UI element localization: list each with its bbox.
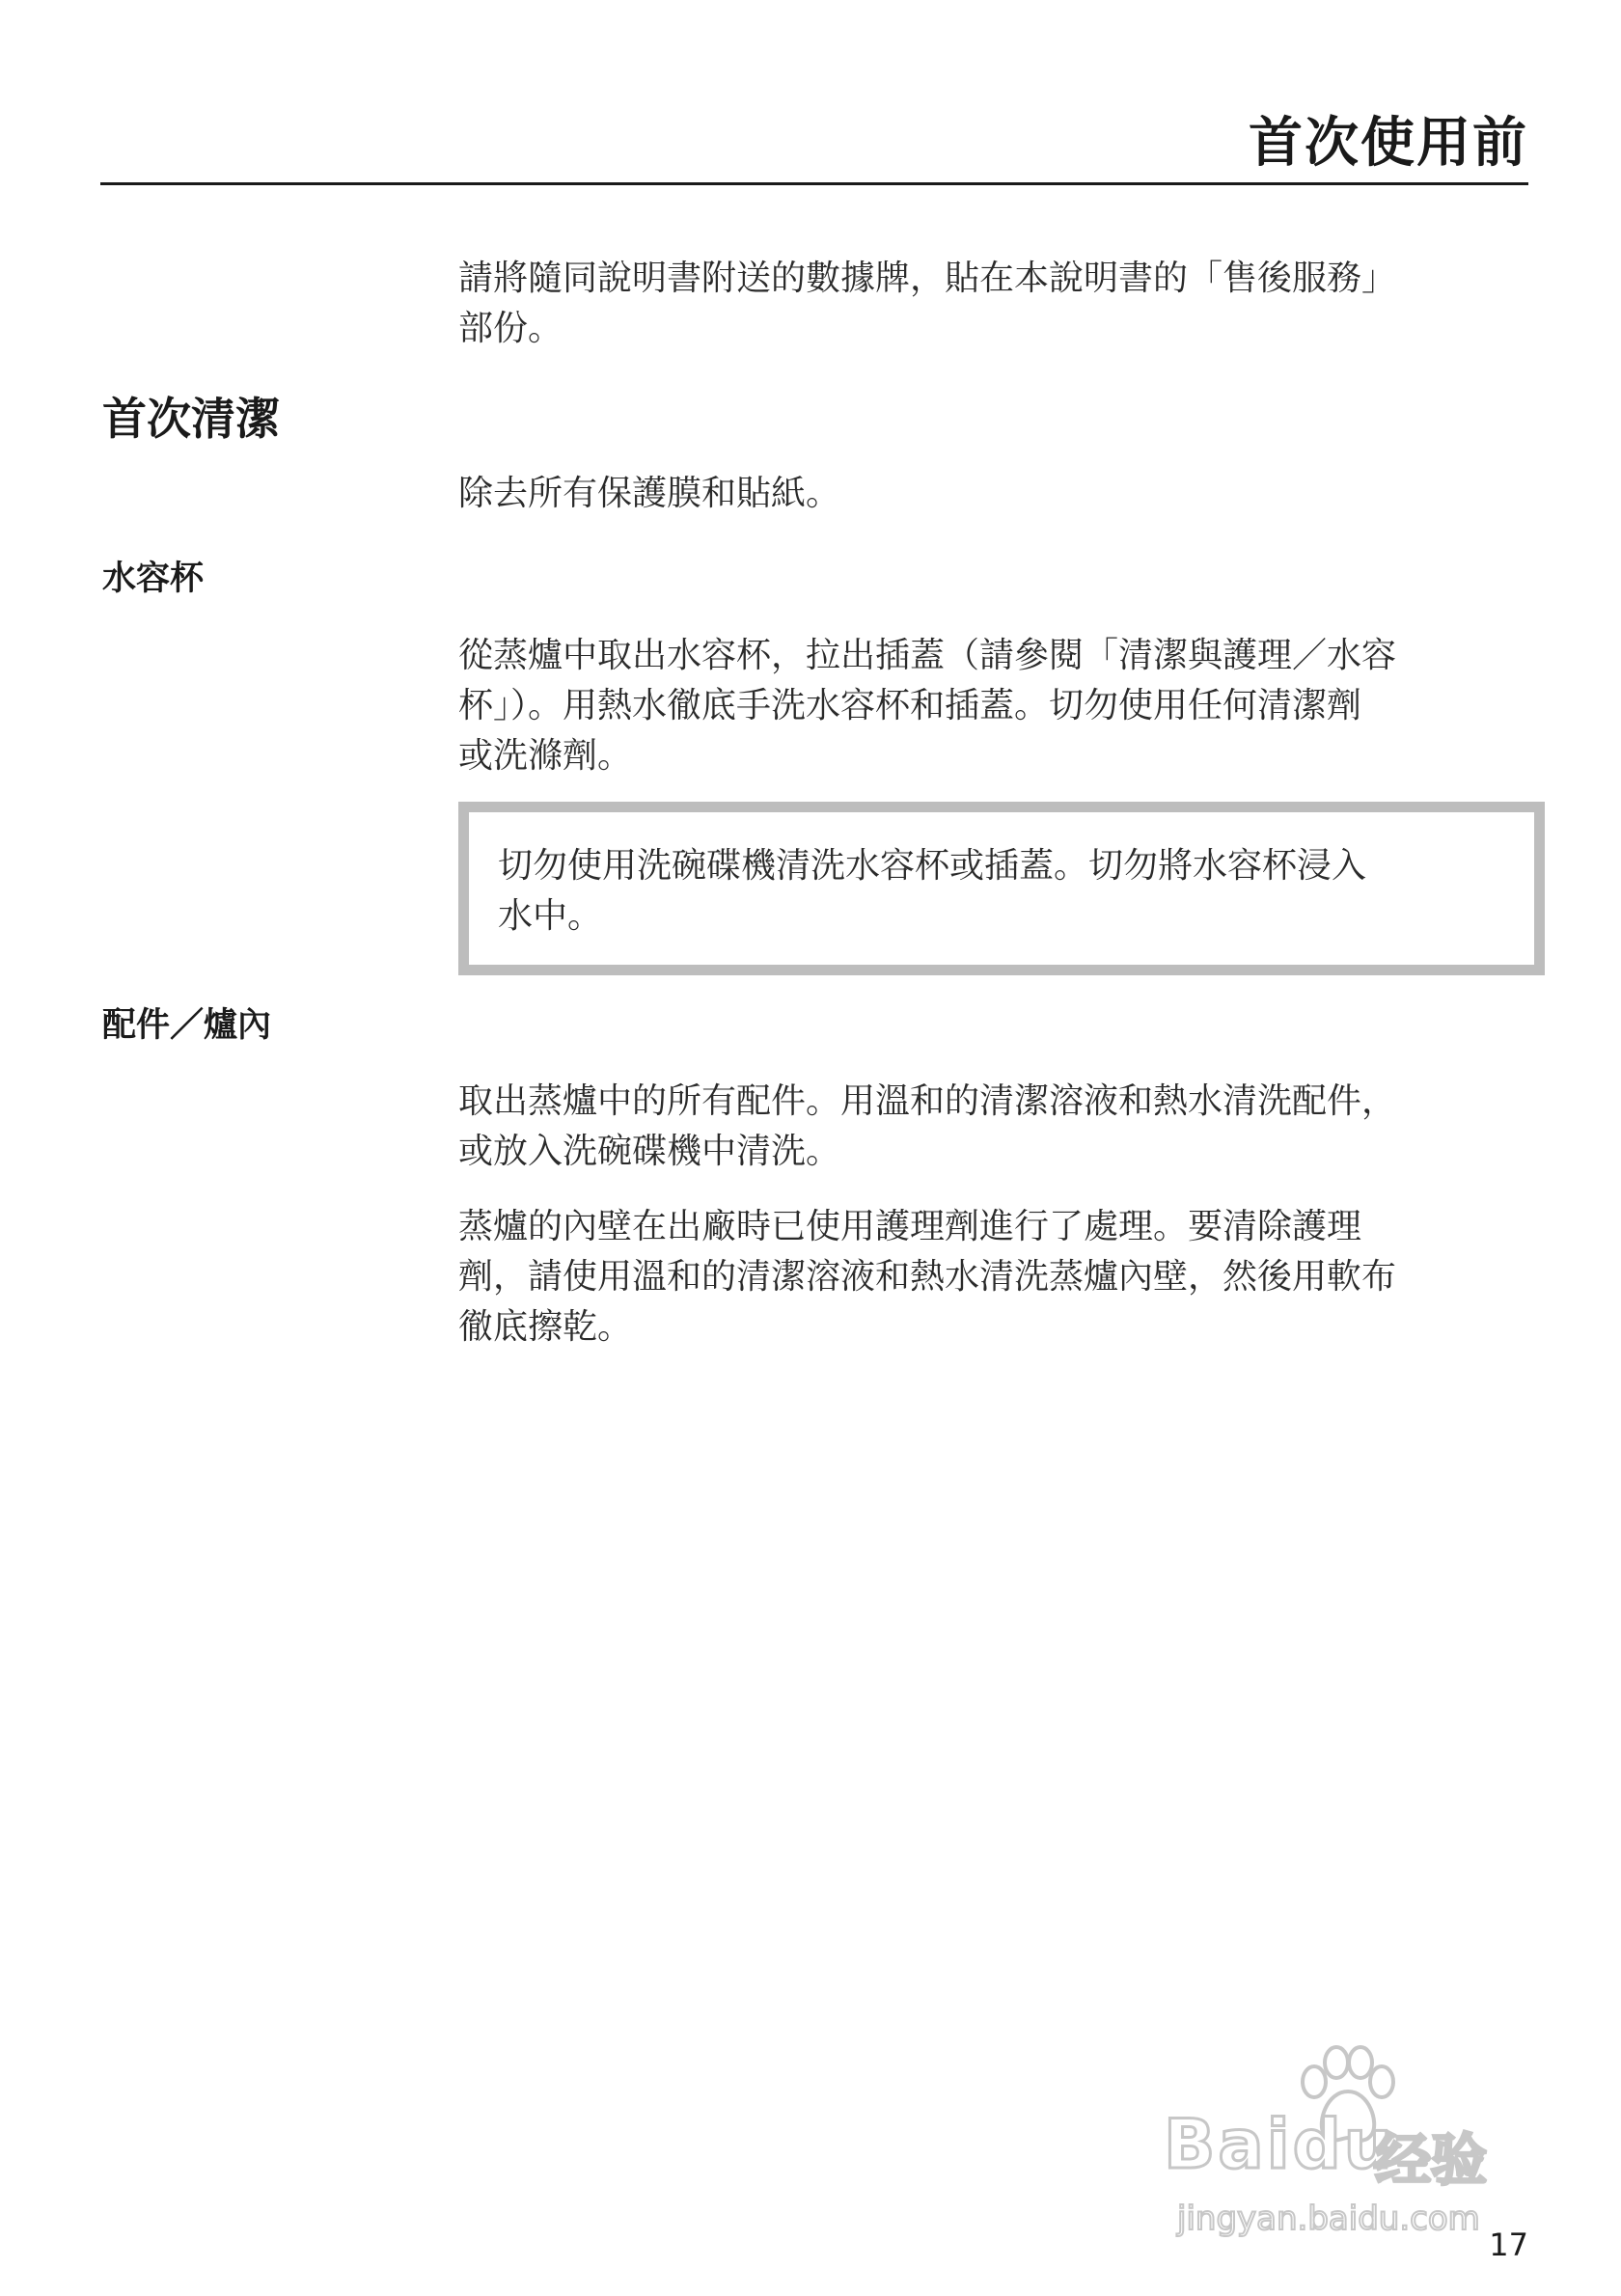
intro-paragraph [458, 254, 1529, 354]
subheading-water-cup: 水容杯 [102, 560, 205, 598]
accessories-line: 取出蒸爐中的所有配件。用溫和的清潔溶液和熱水清洗配件， [458, 1081, 1397, 1121]
accessories-paragraph-1 [458, 1077, 1529, 1177]
page-title: 首次使用前 [1249, 112, 1528, 175]
watermark-url: jingyan.baidu.com [1177, 2200, 1480, 2238]
water-cup-line: 杯」）。用熱水徹底手洗水容杯和插蓋。切勿使用任何清潔劑 [458, 686, 1362, 725]
note-line: 水中。 [498, 896, 603, 936]
water-cup-line: 從蒸爐中取出水容杯，拉出插蓋（請參閱「清潔與護理／水容 [458, 636, 1397, 675]
intro-line: 部份。 [458, 309, 563, 348]
watermark-cn-text: 经验 [1375, 2127, 1488, 2193]
accessories-line: 蒸爐的內壁在出廠時已使用護理劑進行了處理。要清除護理 [458, 1207, 1362, 1246]
water-cup-paragraph [458, 631, 1529, 781]
intro-line: 請將隨同說明書附送的數據牌，貼在本說明書的「售後服務」 [458, 259, 1397, 298]
first-clean-line: 除去所有保護膜和貼紙。 [458, 474, 841, 513]
page-number: 17 [1489, 2227, 1528, 2263]
baidu-watermark [1148, 2045, 1544, 2238]
water-cup-line: 或洗滌劑。 [458, 736, 633, 776]
accessories-line: 徹底擦乾。 [458, 1307, 633, 1347]
section-heading-first-clean: 首次清潔 [102, 393, 280, 445]
first-clean-paragraph [458, 469, 1529, 519]
watermark-brand: Baidu [1164, 2105, 1395, 2184]
accessories-line: 劑，請使用溫和的清潔溶液和熱水清洗蒸爐內壁，然後用軟布 [458, 1257, 1397, 1297]
warning-note-box [458, 802, 1545, 975]
header-divider [100, 182, 1528, 185]
subheading-accessories: 配件／爐內 [102, 1006, 272, 1045]
accessories-paragraph-2 [458, 1202, 1529, 1353]
note-line: 切勿使用洗碗碟機清洗水容杯或插蓋。切勿將水容杯浸入 [498, 846, 1367, 886]
accessories-line: 或放入洗碗碟機中清洗。 [458, 1132, 841, 1171]
